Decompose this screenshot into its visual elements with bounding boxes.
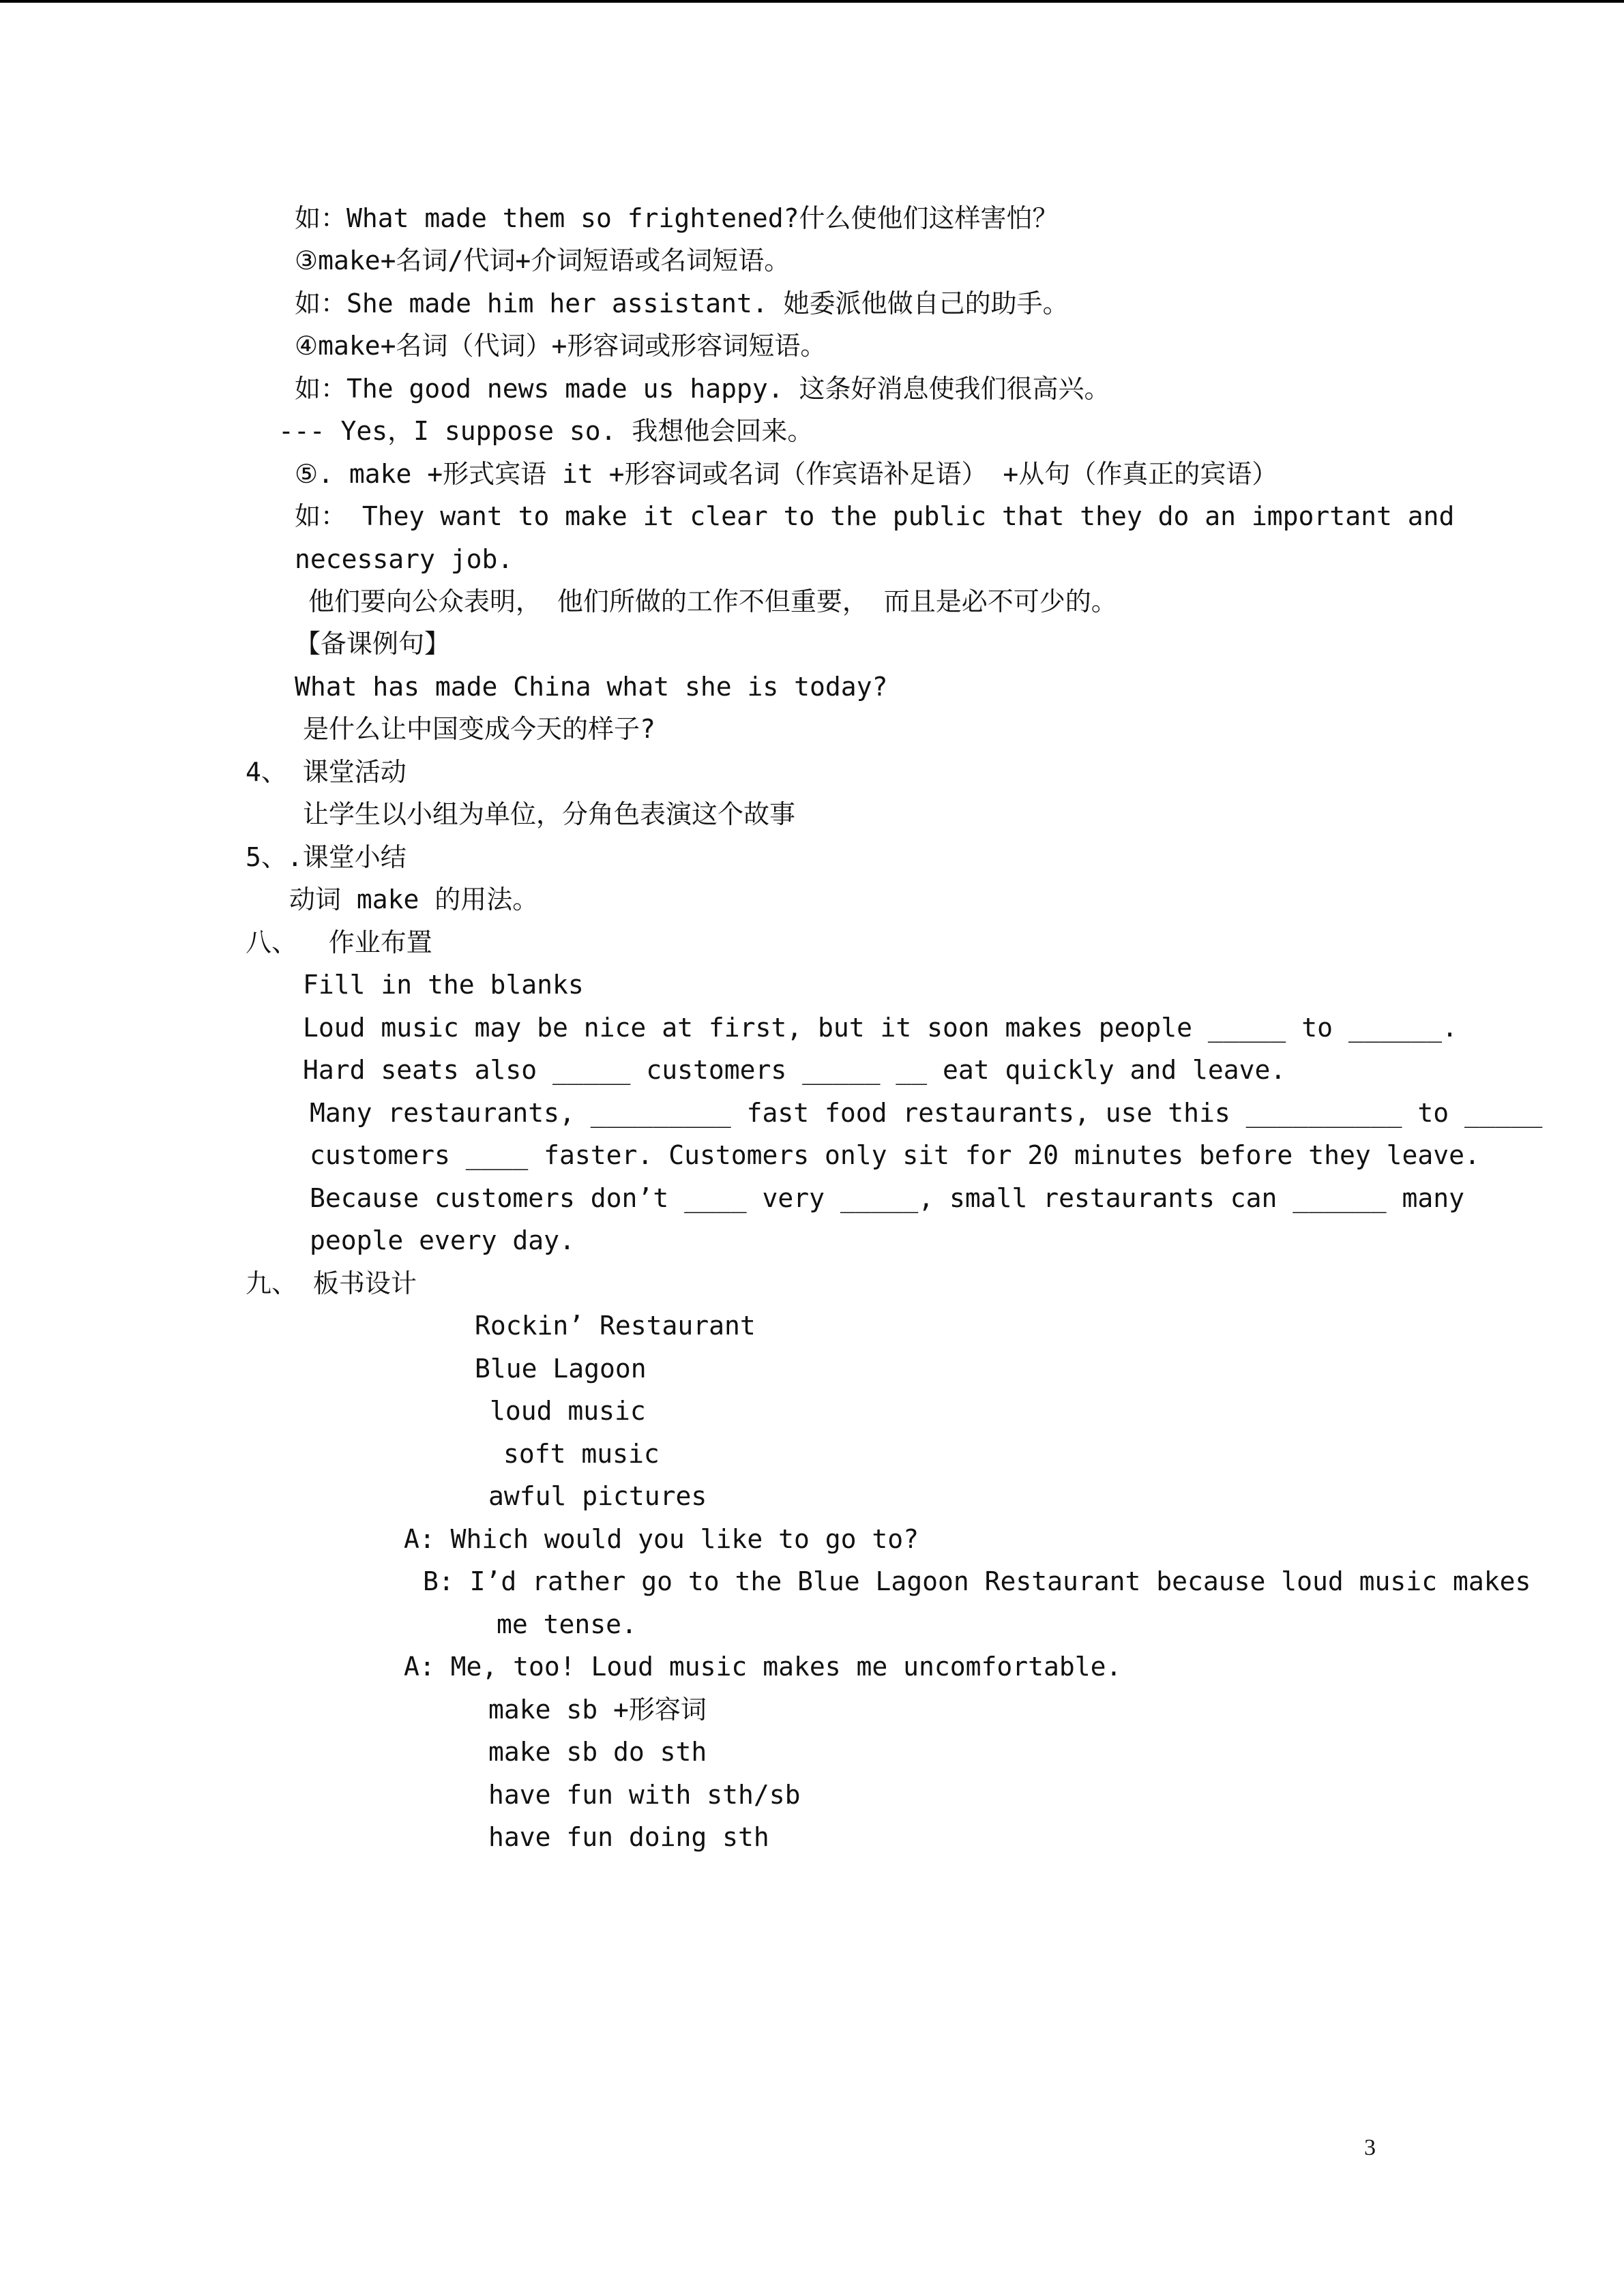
board-phrase-3: have fun with sth/sb	[488, 1780, 801, 1810]
example-sentence-public-cont: necessary job.	[295, 544, 514, 574]
board-restaurant-1: Rockin’ Restaurant	[475, 1311, 756, 1341]
section-5-body: 动词 make 的用法。	[289, 884, 539, 914]
homework-line-6: people every day.	[310, 1225, 575, 1255]
section-5-heading: 5、.课堂小结	[246, 842, 407, 872]
board-restaurant-2: Blue Lagoon	[475, 1354, 647, 1384]
example-sentence-frightened: 如：What made them so frightened?什么使他们这样害怕？	[295, 203, 1059, 233]
board-phrase-1: make sb +形容词	[488, 1695, 707, 1725]
section-8-heading: 八、 作业布置	[246, 927, 432, 957]
section-4-heading: 4、 课堂活动	[246, 757, 407, 787]
page-top-border	[0, 0, 1624, 3]
board-dialog-a1: A: Which would you like to go to?	[404, 1524, 919, 1554]
dialog-reply-line: --- Yes，I suppose so. 我想他会回来。	[278, 416, 814, 446]
board-phrase-2: make sb do sth	[488, 1737, 707, 1767]
example-translation-public: 他们要向公众表明， 他们所做的工作不但重要， 而且是必不可少的。	[308, 586, 1117, 616]
board-feature-3: awful pictures	[488, 1481, 707, 1511]
board-dialog-a2: A: Me, too! Loud music makes me uncomfortable.	[404, 1652, 1122, 1682]
prep-examples-heading: 【备课例句】	[295, 629, 451, 659]
rule-3-heading: ③make+名词/代词+介词短语或名词短语。	[295, 245, 791, 275]
prep-example-chinese: 是什么让中国变成今天的样子?	[303, 714, 655, 744]
example-sentence-good-news: 如：The good news made us happy. 这条好消息使我们很高兴。	[295, 374, 1110, 404]
board-phrase-4: have fun doing sth	[488, 1822, 769, 1852]
board-feature-1: loud music	[490, 1396, 646, 1426]
board-feature-2: soft music	[503, 1439, 660, 1469]
homework-instruction: Fill in the blanks	[303, 970, 584, 1000]
homework-line-2: Hard seats also _____ customers _____ __ eat quickly and leave.	[303, 1055, 1286, 1085]
board-dialog-b1-cont: me tense.	[497, 1609, 637, 1639]
homework-line-1: Loud music may be nice at first, but it soon makes people _____ to ______.	[303, 1013, 1458, 1043]
page-number: 3	[1364, 2135, 1376, 2160]
prep-example-english: What has made China what she is today?	[295, 672, 888, 702]
example-sentence-assistant: 如：She made him her assistant. 她委派他做自己的助手。	[295, 288, 1069, 318]
example-sentence-public: 如： They want to make it clear to the public that they do an important and	[295, 501, 1455, 531]
homework-line-5: Because customers don’t ____ very _____, small restaurants can ______ many	[310, 1183, 1464, 1213]
board-dialog-b1: B: I’d rather go to the Blue Lagoon Restaurant because loud music makes	[423, 1566, 1531, 1596]
section-4-body: 让学生以小组为单位，分角色表演这个故事	[303, 799, 796, 829]
rule-5-heading: ⑤. make +形式宾语 it +形容词或名词（作宾语补足语） +从句（作真正的宾语）	[295, 459, 1278, 489]
homework-line-4: customers ____ faster. Customers only sit for 20 minutes before they leave.	[310, 1140, 1480, 1170]
section-9-heading: 九、 板书设计	[246, 1268, 417, 1298]
homework-line-3: Many restaurants, _________ fast food restaurants, use this __________ to _____	[310, 1098, 1543, 1128]
rule-4-heading: ④make+名词（代词）+形容词或形容词短语。	[295, 331, 827, 361]
